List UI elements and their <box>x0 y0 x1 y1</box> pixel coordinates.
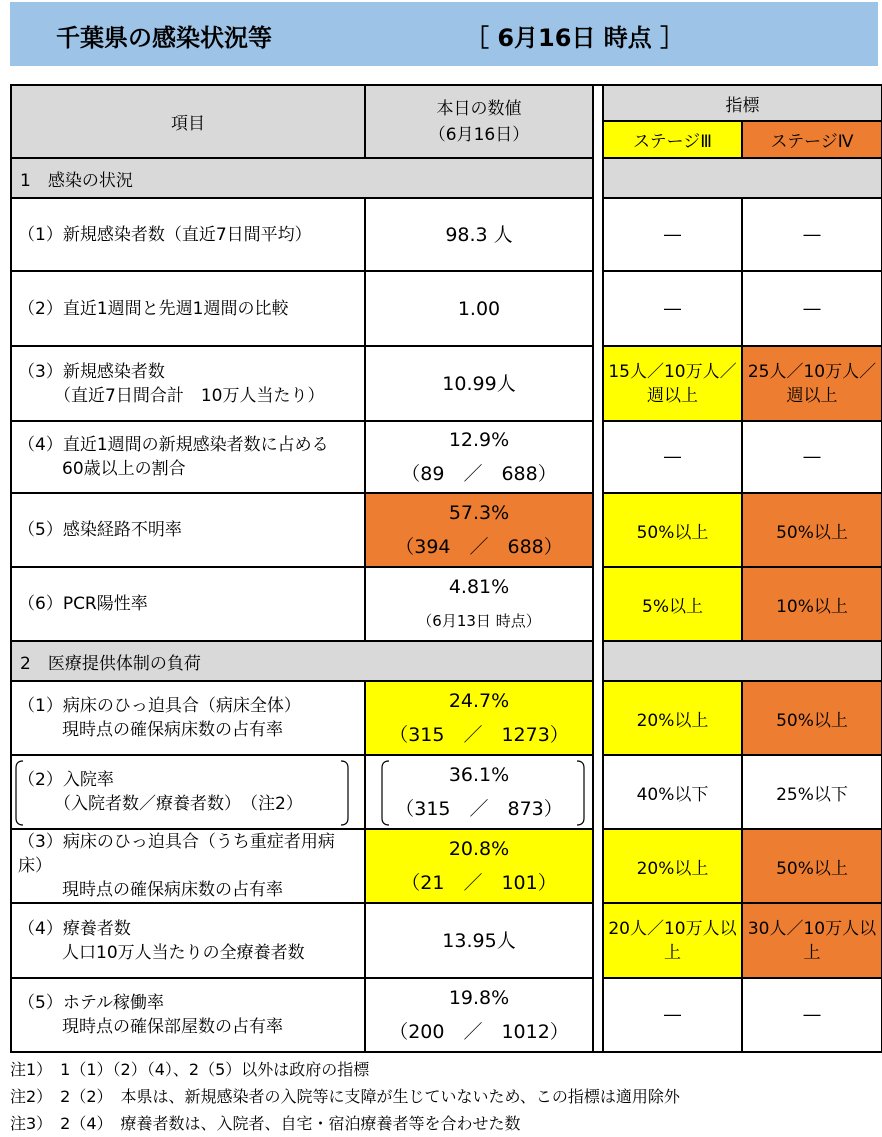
row-label: （1）新規感染者数（直近7日間平均） <box>11 198 365 271</box>
row-label: （5）ホテル稼働率 現時点の確保部屋数の占有率 <box>11 978 365 1052</box>
row-value: 4.81% （6月13日 時点） <box>365 567 593 641</box>
stage4-threshold: 50%以上 <box>742 493 882 567</box>
stage3-threshold: 50%以上 <box>603 493 742 567</box>
column-separator <box>593 493 603 567</box>
section-1-heading-right <box>603 158 882 198</box>
row-label: （3）新規感染者数 （直近7日間合計 10万人当たり） <box>11 346 365 421</box>
page-title: 千葉県の感染状況等 <box>56 24 272 52</box>
row-label: （1）病床のひっ迫具合（病床全体） 現時点の確保病床数の占有率 <box>11 681 365 755</box>
header-stage3: ステージⅢ <box>603 121 742 158</box>
column-separator <box>593 271 603 346</box>
column-separator <box>593 978 603 1052</box>
stage3-threshold: 20%以上 <box>603 829 742 903</box>
table-row <box>11 978 882 1052</box>
title-bar <box>10 2 878 66</box>
footnotes <box>10 1056 680 1137</box>
footnote-1: 注1） 1（1）（2）（4）、2（5）以外は政府の指標 <box>10 1060 370 1079</box>
stage4-threshold: 25%以下 <box>742 755 882 829</box>
row-label: （2）直近1週間と先週1週間の比較 <box>11 271 365 346</box>
row-label: （4）療養者数 人口10万人当たりの全療養者数 <box>11 903 365 978</box>
footnote-2: 注2） 2（2） 本県は、新規感染者の入院等に支障が生じていないため、この指標は適用除外 <box>10 1087 680 1106</box>
column-separator <box>593 421 603 493</box>
header-value-date: （6月16日） <box>428 124 530 145</box>
stage4-threshold: ― <box>742 978 882 1052</box>
table-row <box>11 903 882 978</box>
column-separator <box>593 903 603 978</box>
row-label: （6）PCR陽性率 <box>11 567 365 641</box>
bracket-left <box>14 760 24 826</box>
stage3-threshold: 5%以上 <box>603 567 742 641</box>
row-value: 24.7% （315 ／ 1273） <box>365 681 593 755</box>
header-item: 項目 <box>11 85 365 158</box>
column-separator <box>593 198 603 271</box>
stage3-threshold: 40%以下 <box>603 755 742 829</box>
table-row <box>11 755 882 829</box>
column-separator <box>593 567 603 641</box>
row-value: 12.9% （89 ／ 688） <box>365 421 593 493</box>
bracket-left <box>380 760 390 826</box>
stage4-threshold: 50%以上 <box>742 681 882 755</box>
column-separator <box>593 85 603 158</box>
row-value: 19.8% （200 ／ 1012） <box>365 978 593 1052</box>
row-value: 10.99人 <box>365 346 593 421</box>
stage3-threshold: 15人／10万人／週以上 <box>603 346 742 421</box>
row-label: （4）直近1週間の新規感染者数に占める 60歳以上の割合 <box>11 421 365 493</box>
row-label: （2）入院率 （入院者数／療養者数） （注2） <box>11 755 365 829</box>
section-2-heading-right <box>603 641 882 681</box>
date-label: ［ 6月16日 時点 ］ <box>465 24 685 52</box>
header-indicator: 指標 <box>603 85 882 121</box>
table-row <box>11 829 882 903</box>
table-row <box>11 493 882 567</box>
column-separator <box>593 681 603 755</box>
bracket-right <box>340 760 350 826</box>
column-separator <box>593 158 603 198</box>
header-value <box>365 85 593 158</box>
table-row <box>11 198 882 271</box>
stage3-threshold: 20人／10万人以上 <box>603 903 742 978</box>
stage4-threshold: 50%以上 <box>742 829 882 903</box>
stage4-threshold: ― <box>742 198 882 271</box>
footnote-3: 注3） 2（4） 療養者数は、入院者、自宅・宿泊療養者等を合わせた数 <box>10 1114 521 1133</box>
section-2-heading: 2 医療提供体制の負荷 <box>11 641 593 681</box>
section-1-heading: 1 感染の状況 <box>11 158 593 198</box>
stage3-threshold: ― <box>603 421 742 493</box>
stage3-threshold: ― <box>603 198 742 271</box>
table-row <box>11 271 882 346</box>
table-row <box>11 346 882 421</box>
column-separator <box>593 641 603 681</box>
stage4-threshold: ― <box>742 421 882 493</box>
column-separator <box>593 755 603 829</box>
table-row <box>11 567 882 641</box>
row-label: （5）感染経路不明率 <box>11 493 365 567</box>
stage4-threshold: 25人／10万人／週以上 <box>742 346 882 421</box>
stage3-threshold: ― <box>603 978 742 1052</box>
stage3-threshold: 20%以上 <box>603 681 742 755</box>
row-value: 1.00 <box>365 271 593 346</box>
stage4-threshold: 10%以上 <box>742 567 882 641</box>
column-separator <box>593 829 603 903</box>
stage3-threshold: ― <box>603 271 742 346</box>
table-row <box>11 681 882 755</box>
column-separator <box>593 346 603 421</box>
table-row <box>11 421 882 493</box>
row-value: 20.8% （21 ／ 101） <box>365 829 593 903</box>
row-value: 36.1% （315 ／ 873） <box>365 755 593 829</box>
row-value: 57.3% （394 ／ 688） <box>365 493 593 567</box>
header-value-label: 本日の数値 <box>436 98 522 119</box>
row-value: 13.95人 <box>365 903 593 978</box>
stage4-threshold: 30人／10万人以上 <box>742 903 882 978</box>
status-table <box>10 84 882 1053</box>
header-stage4: ステージⅣ <box>742 121 882 158</box>
bracket-right <box>576 760 586 826</box>
row-label: （3）病床のひっ迫具合（うち重症者用病床） 現時点の確保病床数の占有率 <box>11 829 365 903</box>
stage4-threshold: ― <box>742 271 882 346</box>
row-value: 98.3 人 <box>365 198 593 271</box>
